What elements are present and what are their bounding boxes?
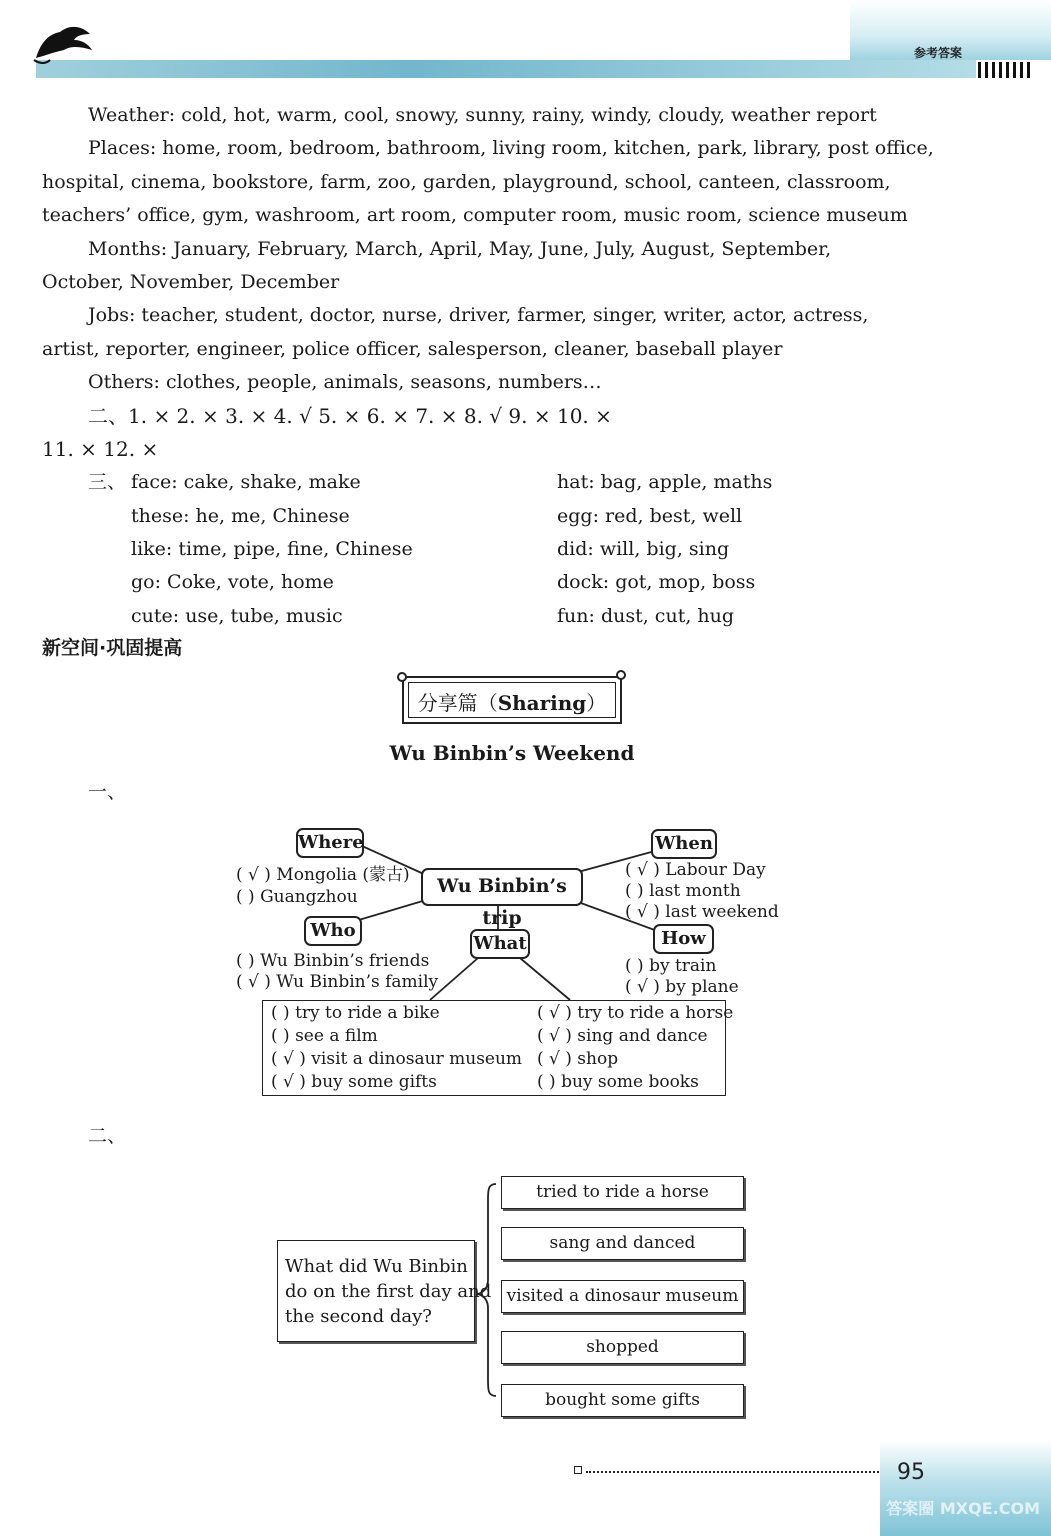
activity-left-4: ( √ ) buy some gifts: [271, 1072, 437, 1092]
vocab-places-2: hospital, cinema, bookstore, farm, zoo, garden, playground, school, canteen, classroom,: [42, 171, 891, 193]
question-line-1: What did Wu Binbin: [285, 1256, 468, 1277]
mindmap-where-box: Where: [296, 828, 364, 858]
footer-square: [574, 1466, 582, 1474]
section2-line2: 11. × 12. ×: [42, 437, 159, 461]
activity-right-2: ( √ ) sing and dance: [537, 1026, 708, 1046]
vocab-jobs-2: artist, reporter, engineer, police officer, salesperson, cleaner, baseball player: [42, 338, 783, 360]
answer-box-3: visited a dinosaur museum: [501, 1280, 744, 1313]
activities-box: [262, 1000, 734, 1096]
section3-left-3: like: time, pipe, fine, Chinese: [131, 538, 413, 560]
when-item-1: ( √ ) Labour Day: [625, 860, 766, 880]
answer-brace: [476, 1180, 502, 1400]
section-heading: 新空间·巩固提高: [42, 637, 183, 659]
question-line-3: the second day?: [285, 1306, 432, 1327]
section3-right-3: did: will, big, sing: [557, 538, 730, 560]
section3-right-5: fun: dust, cut, hug: [557, 605, 735, 627]
answer-box-4: shopped: [501, 1331, 744, 1364]
section3-right-4: dock: got, mop, boss: [557, 571, 756, 593]
who-item-2: ( √ ) Wu Binbin’s family: [236, 972, 439, 992]
vocab-months-1: Months: January, February, March, April, May, June, July, August, September,: [88, 238, 832, 260]
footer-dots: [586, 1471, 886, 1473]
section3-right-1: hat: bag, apple, maths: [557, 471, 773, 493]
answer-box-5: bought some gifts: [501, 1384, 744, 1417]
activity-right-3: ( √ ) shop: [537, 1049, 619, 1069]
vocab-jobs-1: Jobs: teacher, student, doctor, nurse, driver, farmer, singer, writer, actor, actress,: [88, 304, 869, 326]
activity-right-1: ( √ ) try to ride a horse: [537, 1003, 734, 1023]
activity-right-4: ( ) buy some books: [537, 1072, 699, 1092]
question-box: [277, 1240, 492, 1342]
activity-left-2: ( ) see a film: [271, 1026, 378, 1046]
where-item-1: ( √ ) Mongolia (蒙古): [236, 865, 410, 885]
answer-box-1: tried to ride a horse: [501, 1176, 744, 1209]
vocab-others: Others: clothes, people, animals, seasons, numbers…: [88, 371, 602, 393]
section3-label: 三、: [88, 471, 127, 493]
banner-close: ）: [586, 691, 607, 715]
mindmap-center-box: Wu Binbin’s trip: [421, 868, 583, 906]
mindmap-how-box: How: [653, 924, 714, 954]
banner-en: Sharing: [497, 691, 587, 715]
vocab-weather: Weather: cold, hot, warm, cool, snowy, sunny, rainy, windy, cloudy, weather report: [88, 104, 877, 126]
part2-label: 二、: [88, 1125, 127, 1147]
mindmap-who-box: Who: [304, 916, 362, 946]
part1-label: 一、: [88, 781, 127, 803]
section3-left-1: face: cake, shake, make: [131, 471, 361, 493]
section3-left-4: go: Coke, vote, home: [131, 571, 334, 593]
where-item-2: ( ) Guangzhou: [236, 887, 358, 907]
section3-left-5: cute: use, tube, music: [131, 605, 343, 627]
activity-left-1: ( ) try to ride a bike: [271, 1003, 440, 1023]
header-tag: 参考答案: [914, 46, 963, 60]
question-line-2: do on the first day and: [285, 1281, 492, 1302]
mindmap-when-box: When: [651, 829, 717, 859]
watermark: 答案圈 MXQE.COM: [886, 1499, 1040, 1518]
how-item-2: ( √ ) by plane: [625, 977, 739, 997]
section3-right-2: egg: red, best, well: [557, 505, 743, 527]
mindmap-what-box: What: [470, 929, 530, 959]
banner-zh: 分享篇: [417, 691, 478, 715]
who-item-1: ( ) Wu Binbin’s friends: [236, 951, 430, 971]
section3-left-2: these: he, me, Chinese: [131, 505, 350, 527]
how-item-1: ( ) by train: [625, 956, 717, 976]
story-title: Wu Binbin’s Weekend: [389, 741, 635, 765]
banner-open: （: [477, 691, 498, 715]
page-number: 95: [897, 1460, 925, 1485]
when-item-3: ( √ ) last weekend: [625, 902, 779, 922]
vocab-months-2: October, November, December: [42, 271, 340, 293]
activity-left-3: ( √ ) visit a dinosaur museum: [271, 1049, 523, 1069]
footer-decor: [880, 1440, 1051, 1536]
vocab-places-1: Places: home, room, bedroom, bathroom, living room, kitchen, park, library, post office,: [88, 137, 934, 159]
when-item-2: ( ) last month: [625, 881, 741, 901]
answer-box-2: sang and danced: [501, 1227, 744, 1260]
vocab-places-3: teachers’ office, gym, washroom, art room, computer room, music room, science museum: [42, 204, 908, 226]
section2-line1: 二、1. × 2. × 3. × 4. √ 5. × 6. × 7. × 8. √ 9. × 10. ×: [88, 404, 612, 428]
